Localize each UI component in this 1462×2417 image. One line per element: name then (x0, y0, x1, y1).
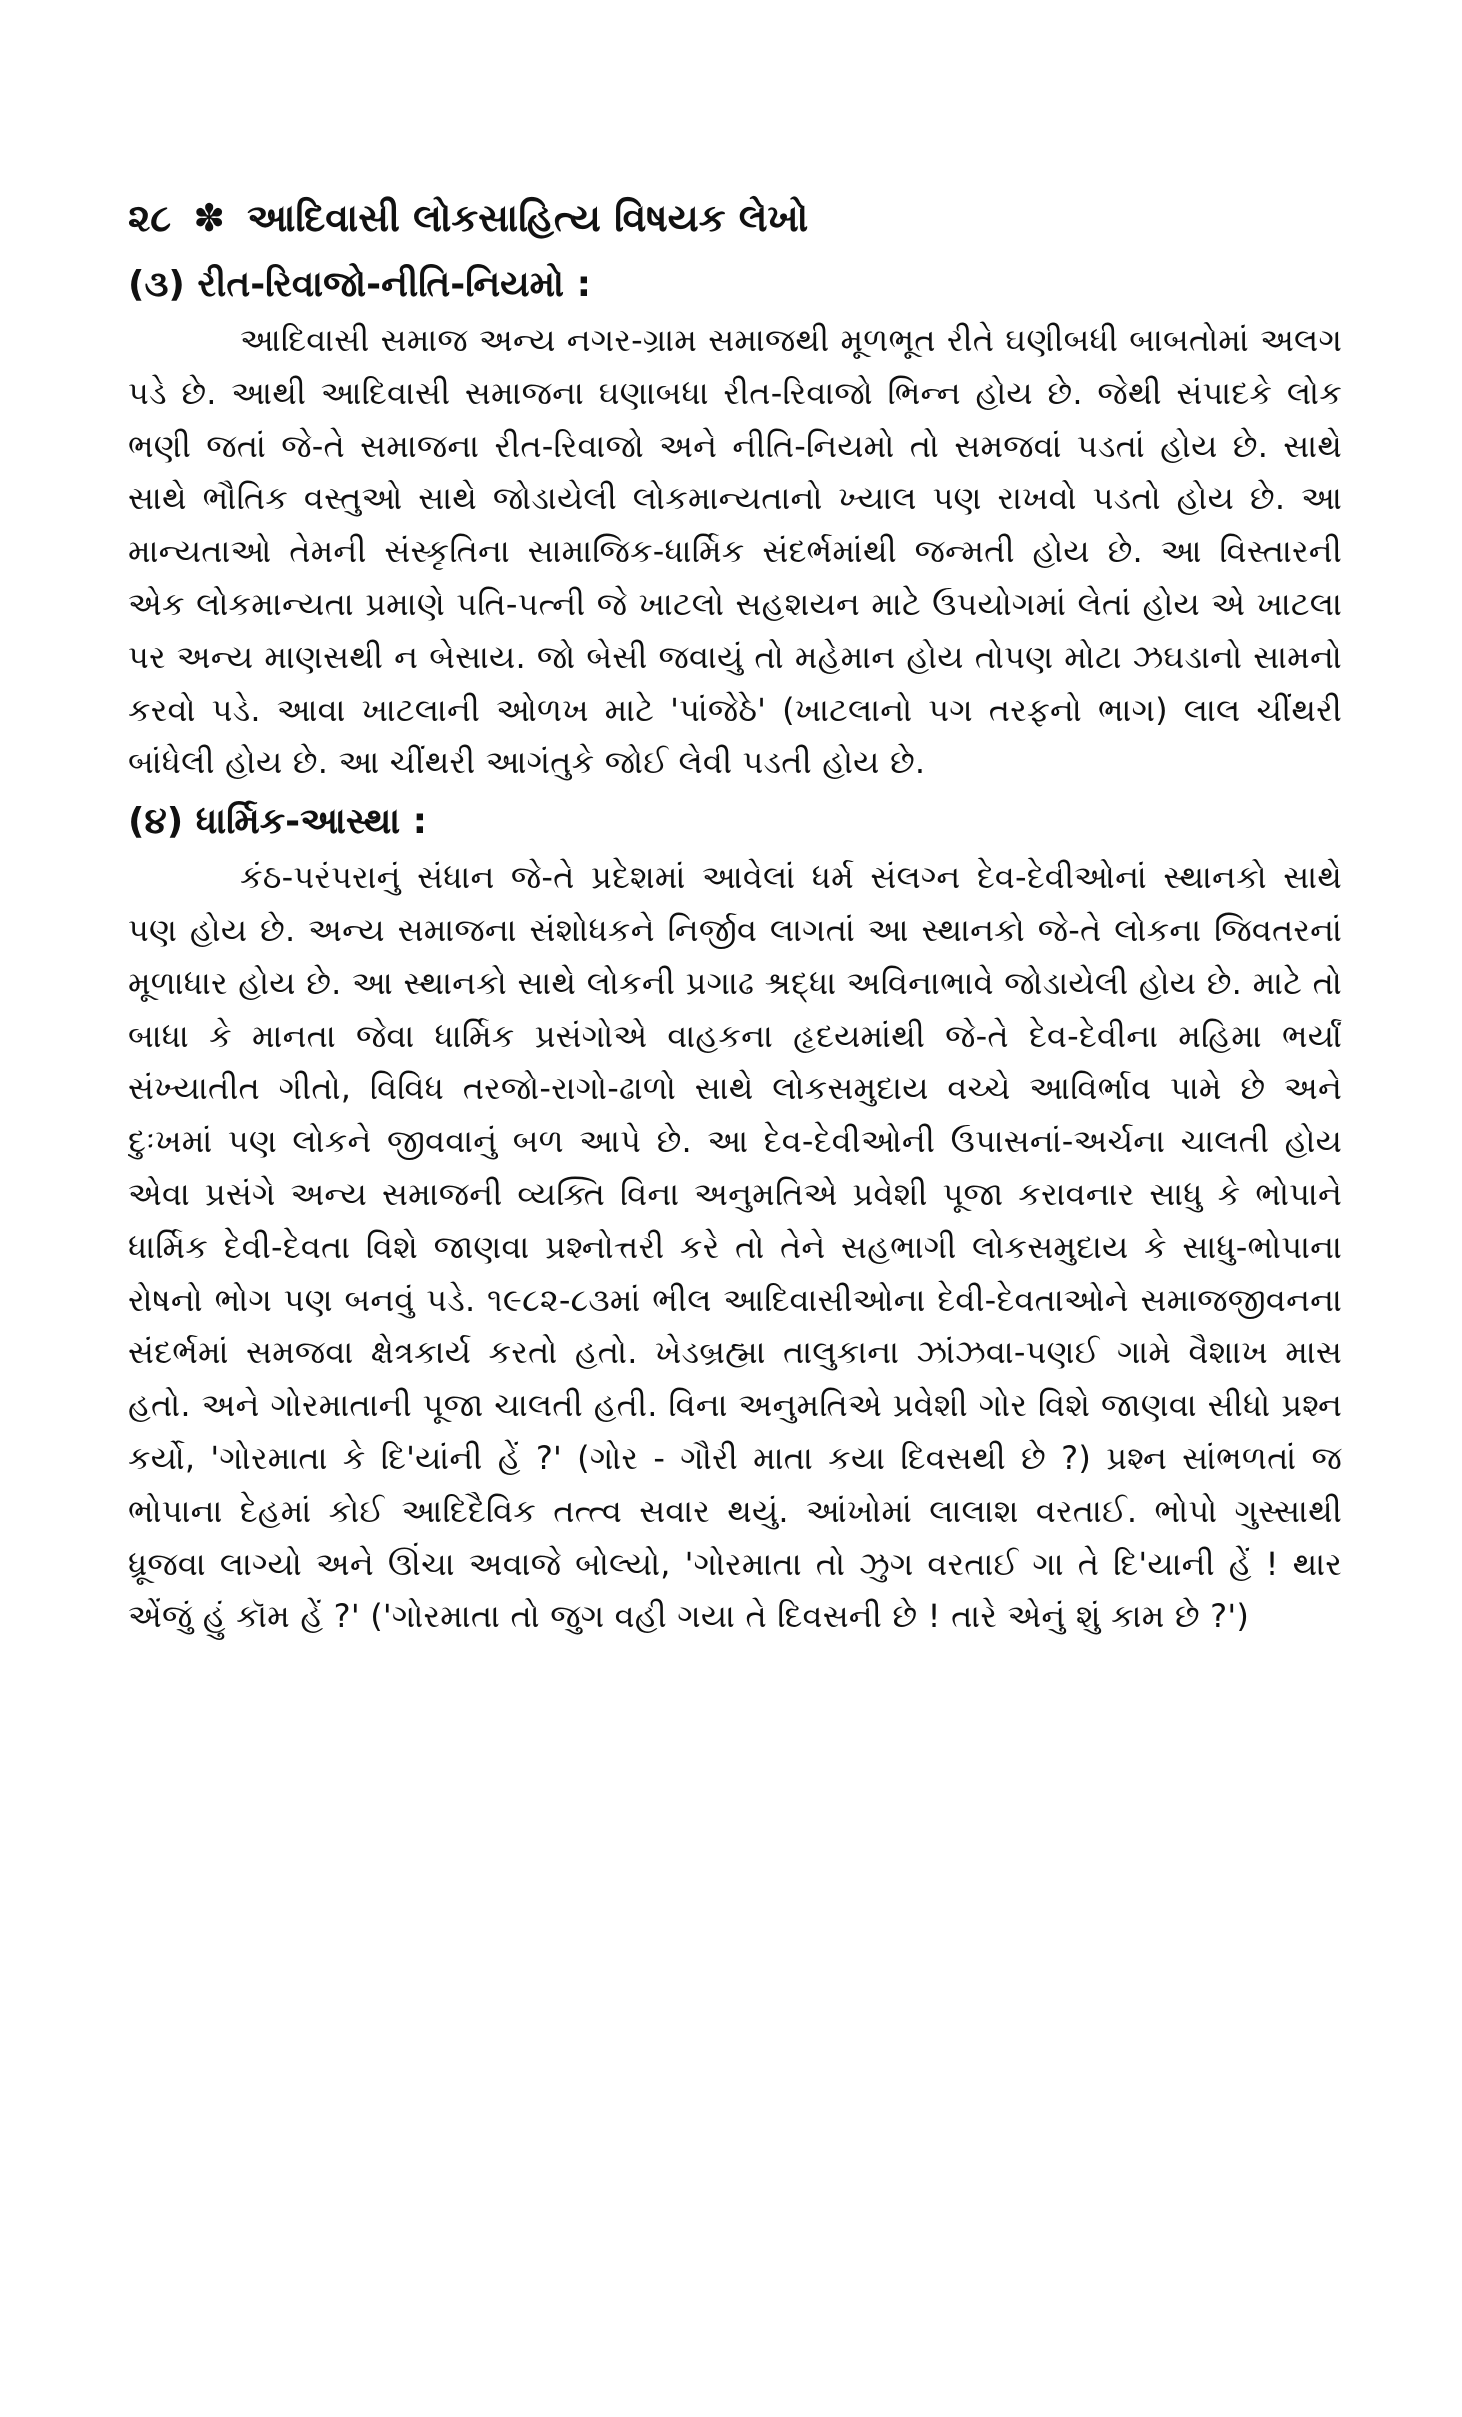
page-number: ૨૮ (128, 196, 172, 240)
section-customs (128, 256, 1342, 789)
book-title: આદિવાસી લોકસાહિત્ય વિષયક લેખો (247, 196, 809, 240)
section-heading: (૪) ધાર્મિક-આસ્થા : (128, 801, 428, 843)
running-header (128, 188, 1342, 248)
paragraph: આદિવાસી સમાજ અન્ય નગર-ગ્રામ સમાજથી મૂળભૂત રીતે ઘણીબધી બાબતોમાં અલગ પડે છે. આથી આદિવાસી સમાજના ઘણાબધા રીત-રિવાજો ભિન્ન હોય છે. જેથી સંપાદકે લોક ભણી જતાં જે-તે સમાજના રીત-રિવાજો અને નીતિ-નિયમો તો સમજવાં પડતાં હોય છે. સાથે સાથે ભૌતિક વસ્તુઓ સાથે જોડાયેલી લોકમાન્યતાનો ખ્યાલ પણ રાખવો પડતો હોય છે. આ માન્યતાઓ તેમની સંસ્કૃતિના સામાજિક-ધાર્મિક સંદર્ભમાંથી જન્મતી હોય છે. આ વિસ્તારની એક લોકમાન્યતા પ્રમાણે પતિ-પત્ની જે ખાટલો સહશયન માટે ઉપયોગમાં લેતાં હોય એ ખાટલા પર અન્ય માણસથી ન બેસાય. જો બેસી જવાયું તો મહેમાન હોય તોપણ મોટા ઝઘડાનો સામનો કરવો પડે. આવા ખાટલાની ઓળખ માટે 'પાંજેઠે' (ખાટલાનો પગ તરફનો ભાગ) લાલ ચીંથરી બાંધેલી હોય છે. આ ચીંથરી આગંતુકે જોઈ લેવી પડતી હોય છે. (128, 321, 1342, 782)
section-religious-faith (128, 793, 1342, 1643)
paragraph: કંઠ-પરંપરાનું સંધાન જે-તે પ્રદેશમાં આવેલાં ધર્મ સંલગ્ન દેવ-દેવીઓનાં સ્થાનકો સાથે પણ હોય છે. અન્ય સમાજના સંશોધકને નિર્જીવ લાગતાં આ સ્થાનકો જે-તે લોકના જિવતરનાં મૂળાધાર હોય છે. આ સ્થાનકો સાથે લોકની પ્રગાઢ શ્રદ્ધા અવિનાભાવે જોડાયેલી હોય છે. માટે તો બાધા કે માનતા જેવા ધાર્મિક પ્રસંગોએ વાહકના હૃદયમાંથી જે-તે દેવ-દેવીના મહિમા ભર્યાં સંખ્યાતીત ગીતો, વિવિધ તરજો-રાગો-ઢાળો સાથે લોકસમુદાય વચ્ચે આવિર્ભાવ પામે છે અને દુઃખમાં પણ લોકને જીવવાનું બળ આપે છે. આ દેવ-દેવીઓની ઉપાસનાં-અર્ચના ચાલતી હોય એવા પ્રસંગે અન્ય સમાજની વ્યક્તિ વિના અનુમતિએ પ્રવેશી પૂજા કરાવનાર સાધુ કે ભોપાને ધાર્મિક દેવી-દેવતા વિશે જાણવા પ્રશ્નોત્તરી કરે તો તેને સહભાગી લોકસમુદાય કે સાધુ-ભોપાના રોષનો ભોગ પણ બનવું પડે. ૧૯૮૨-૮૩માં ભીલ આદિવાસીઓના દેવી-દેવતાઓને સમાજજીવનના સંદર્ભમાં સમજવા ક્ષેત્રકાર્ય કરતો હતો. ખેડબ્રહ્મા તાલુકાના ઝાંઝવા-પણઈ ગામે વૈશાખ માસ હતો. અને ગોરમાતાની પૂજા ચાલતી હતી. વિના અનુમતિએ પ્રવેશી ગોર વિશે જાણવા સીધો પ્રશ્ન કર્યો, 'ગોરમાતા કે દિ'યાંની હેં ?' (ગોર - ગૌરી માતા કયા દિવસથી છે ?) પ્રશ્ન સાંભળતાં જ ભોપાના દેહમાં કોઈ આદિદૈવિક તત્ત્વ સવાર થયું. આંખોમાં લાલાશ વરતાઈ. ભોપો ગુસ્સાથી ધ્રૂજવા લાગ્યો અને ઊંચા અવાજે બોલ્યો, 'ગોરમાતા તો ઝુગ વરતાઈ ગા તે દિ'યાની હેં ! થાર એંજું હું કૉમ હેં ?' ('ગોરમાતા તો જુગ વહી ગયા તે દિવસની છે ! તારે એનું શું કામ છે ?') (128, 858, 1342, 1636)
book-page (128, 188, 1342, 2348)
section-heading: (૩) રીત-રિવાજો-નીતિ-નિયમો : (128, 264, 591, 305)
asterisk-separator-icon: ✽ (193, 196, 226, 240)
